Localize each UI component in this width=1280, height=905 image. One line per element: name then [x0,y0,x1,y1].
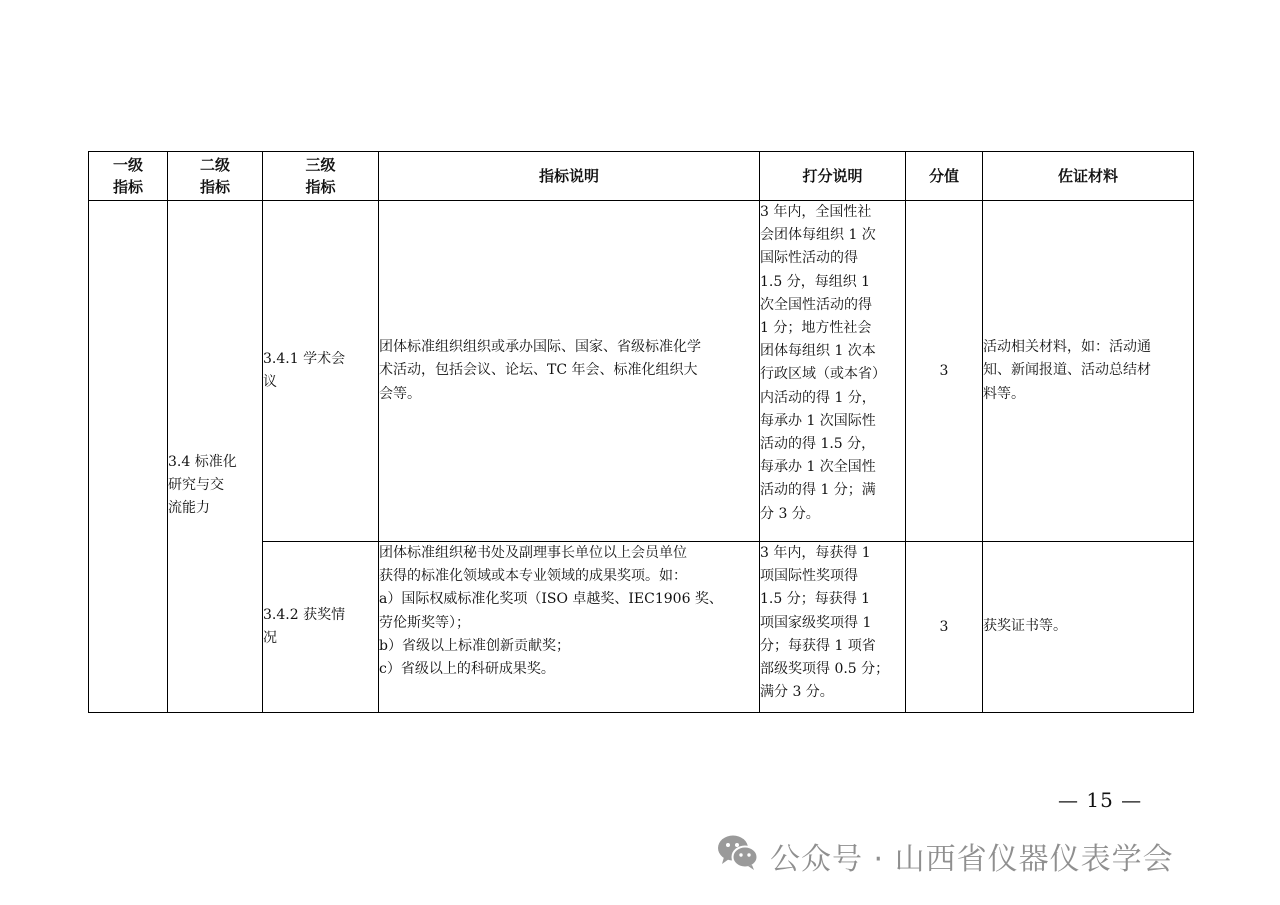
text-line: 项国家级奖项得 1 [760,614,872,631]
text-line: 分 3 分。 [760,505,820,522]
text-line: 活动的得 1.5 分， [760,436,876,453]
text-line: 指标 [305,178,336,196]
text-line: 团体每组织 1 次本 [760,343,876,360]
text-line: 1.5 分；每获得 1 [760,591,871,608]
text-line: 次全国性活动的得 [760,296,872,313]
header-level3 [263,152,379,201]
description-cell [379,542,760,713]
text-line: 劳伦斯奖等）； [379,614,470,631]
text-line: 会等。 [379,385,421,402]
watermark [716,832,1174,880]
text-line: 每承办 1 次国际性 [760,412,876,429]
text-line: 部级奖项得 0.5 分； [760,661,890,678]
text-line: 3.4 标准化 [168,453,237,470]
text-line: 指标 [112,178,143,196]
text-line: 流能力 [168,500,210,517]
text-line: 3 年内，全国性社 [760,204,872,220]
text-line: b）省级以上标准创新贡献奖； [379,637,570,654]
text-line: 项国际性奖项得 [760,568,858,585]
level3-cell [263,542,379,713]
text-line: 分；每获得 1 项省 [760,637,876,654]
text-line: a）国际权威标准化奖项（ISO 卓越奖、IEC1906 奖、 [379,591,723,608]
text-line: 一级 [112,156,143,174]
text-line: 内活动的得 1 分， [760,389,876,406]
scoring-cell [760,542,906,713]
level2-cell [168,201,263,713]
text-line: 会团体每组织 1 次 [760,227,876,244]
header-evidence: 佐证材料 [983,152,1194,201]
header-scoring: 打分说明 [760,152,906,201]
page-number: — 15 — [1058,788,1143,812]
text-line: c）省级以上的科研成果奖。 [379,661,555,678]
text-line: 况 [263,630,277,646]
points-cell: 3 [906,542,983,713]
text-line: 3.4.1 学术会 [263,350,346,367]
text-line: 料等。 [983,385,1025,402]
text-line: 研究与交 [168,476,224,493]
text-line: 活动的得 1 分；满 [760,482,876,499]
watermark-text: 公众号 · 山西省仪器仪表学会 [770,842,1174,877]
text-line: 议 [263,374,277,390]
text-line: 指标 [199,178,230,196]
text-line: 1.5 分，每组织 1 [760,273,871,290]
text-line: 获得的标准化领域或本专业领域的成果奖项。如： [379,568,687,585]
evidence-cell: 获奖证书等。 [983,542,1194,713]
points-cell: 3 [906,201,983,542]
description-cell [379,201,760,542]
header-level2 [168,152,263,201]
text-line: 二级 [199,156,230,174]
text-line: 3 年内，每获得 1 [760,545,871,561]
text-line: 1 分；地方性社会 [760,320,872,337]
evidence-cell [983,201,1194,542]
text-line: 活动相关材料，如：活动通 [983,339,1151,356]
text-line: 知、新闻报道、活动总结材 [983,362,1151,379]
text-line: 每承办 1 次全国性 [760,459,876,476]
text-line: 3.4.2 获奖情 [263,606,346,623]
header-row [89,152,1194,201]
header-description: 指标说明 [379,152,760,201]
table-row [89,201,1194,542]
text-line: 术活动，包括会议、论坛、TC 年会、标准化组织大 [379,362,698,379]
level3-cell [263,201,379,542]
text-line: 国际性活动的得 [760,250,858,267]
wechat-icon [716,832,760,880]
scoring-cell [760,201,906,542]
level1-cell [89,201,168,713]
header-level1 [89,152,168,201]
text-line: 满分 3 分。 [760,684,834,701]
evaluation-table [88,151,1194,713]
text-line: 三级 [305,156,336,174]
header-points: 分值 [906,152,983,201]
text-line: 行政区域（或本省） [760,366,886,383]
text-line: 团体标准组织秘书处及副理事长单位以上会员单位 [379,545,687,561]
text-line: 团体标准组织组织或承办国际、国家、省级标准化学 [379,339,701,356]
